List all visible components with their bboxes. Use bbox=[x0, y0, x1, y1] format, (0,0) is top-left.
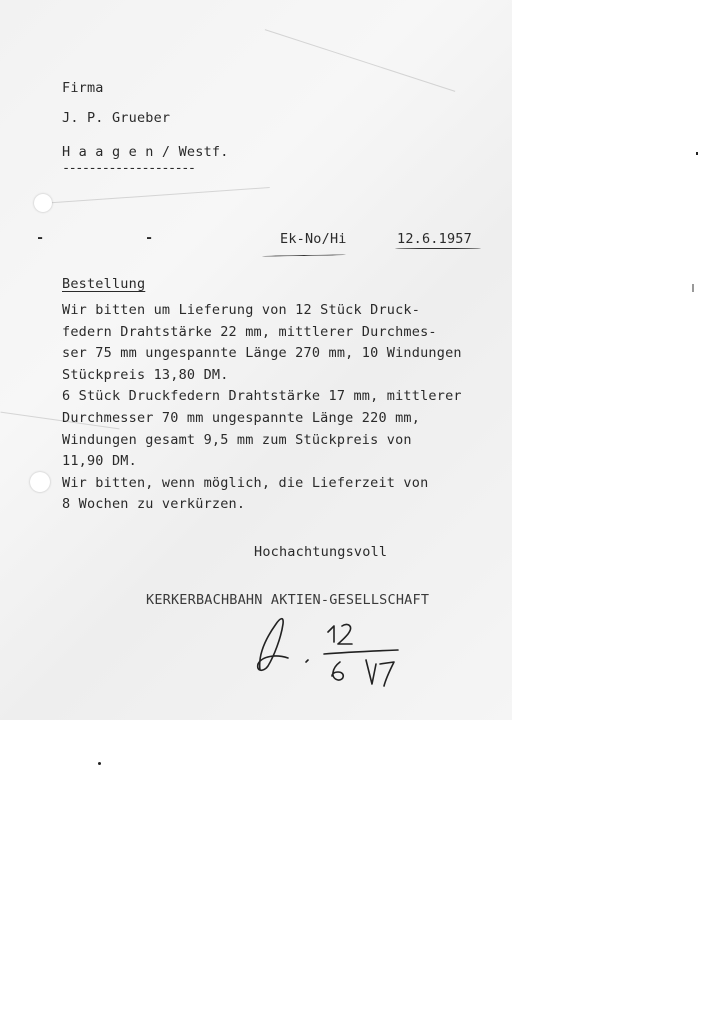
recipient-underline: -------------------- bbox=[62, 160, 195, 176]
signature-fraction-stroke bbox=[324, 650, 398, 654]
recipient-name: J. P. Grueber bbox=[62, 110, 171, 126]
letter-date: 12.6.1957 bbox=[397, 231, 472, 247]
date-underline-stroke bbox=[395, 248, 481, 249]
scan-speck bbox=[98, 762, 101, 765]
letter-body bbox=[62, 300, 462, 516]
sender-company: KERKERBACHBAHN AKTIEN-GESELLSCHAFT bbox=[146, 592, 430, 608]
letter-sheet bbox=[0, 0, 512, 720]
body-line: ser 75 mm ungespannte Länge 270 mm, 10 Windungen bbox=[62, 345, 462, 362]
margin-mark-left: - bbox=[36, 230, 45, 246]
body-line: Durchmesser 70 mm ungespannte Länge 220 mm, bbox=[62, 409, 421, 426]
scan-speck bbox=[696, 152, 698, 155]
body-line: Windungen gesamt 9,5 mm zum Stückpreis von bbox=[62, 431, 412, 448]
subject-heading: Bestellung bbox=[62, 276, 146, 292]
margin-mark-middle: - bbox=[145, 230, 154, 246]
reference-underline-stroke bbox=[262, 254, 346, 256]
signature-dot-stroke bbox=[306, 660, 308, 662]
punch-hole-bottom bbox=[30, 472, 50, 492]
closing-salutation: Hochachtungsvoll bbox=[254, 544, 388, 560]
body-line: 11,90 DM. bbox=[62, 453, 137, 470]
body-line: 8 Wochen zu verkürzen. bbox=[62, 496, 246, 513]
handwritten-signature bbox=[248, 610, 428, 700]
body-line: 6 Stück Druckfedern Drahtstärke 17 mm, mittlerer bbox=[62, 388, 462, 405]
reference-code: Ek-No/Hi bbox=[280, 231, 347, 247]
recipient-city: H a a g e n / Westf. bbox=[62, 144, 229, 160]
signature-initial-stroke bbox=[258, 619, 288, 671]
body-line: Stückpreis 13,80 DM. bbox=[62, 366, 229, 383]
body-line: Wir bitten um Lieferung von 12 Stück Druck- bbox=[62, 302, 421, 318]
signature-year-stroke bbox=[366, 660, 394, 686]
signature-month-stroke bbox=[332, 662, 343, 680]
signature-day-stroke bbox=[328, 624, 352, 644]
scan-speck bbox=[692, 284, 694, 292]
punch-hole-top bbox=[34, 194, 52, 212]
paper-crease bbox=[40, 187, 270, 204]
paper-crease bbox=[265, 29, 456, 92]
body-line: federn Drahtstärke 22 mm, mittlerer Durchmes- bbox=[62, 323, 437, 340]
recipient-firma: Firma bbox=[62, 80, 104, 96]
body-line: Wir bitten, wenn möglich, die Lieferzeit von bbox=[62, 474, 429, 491]
